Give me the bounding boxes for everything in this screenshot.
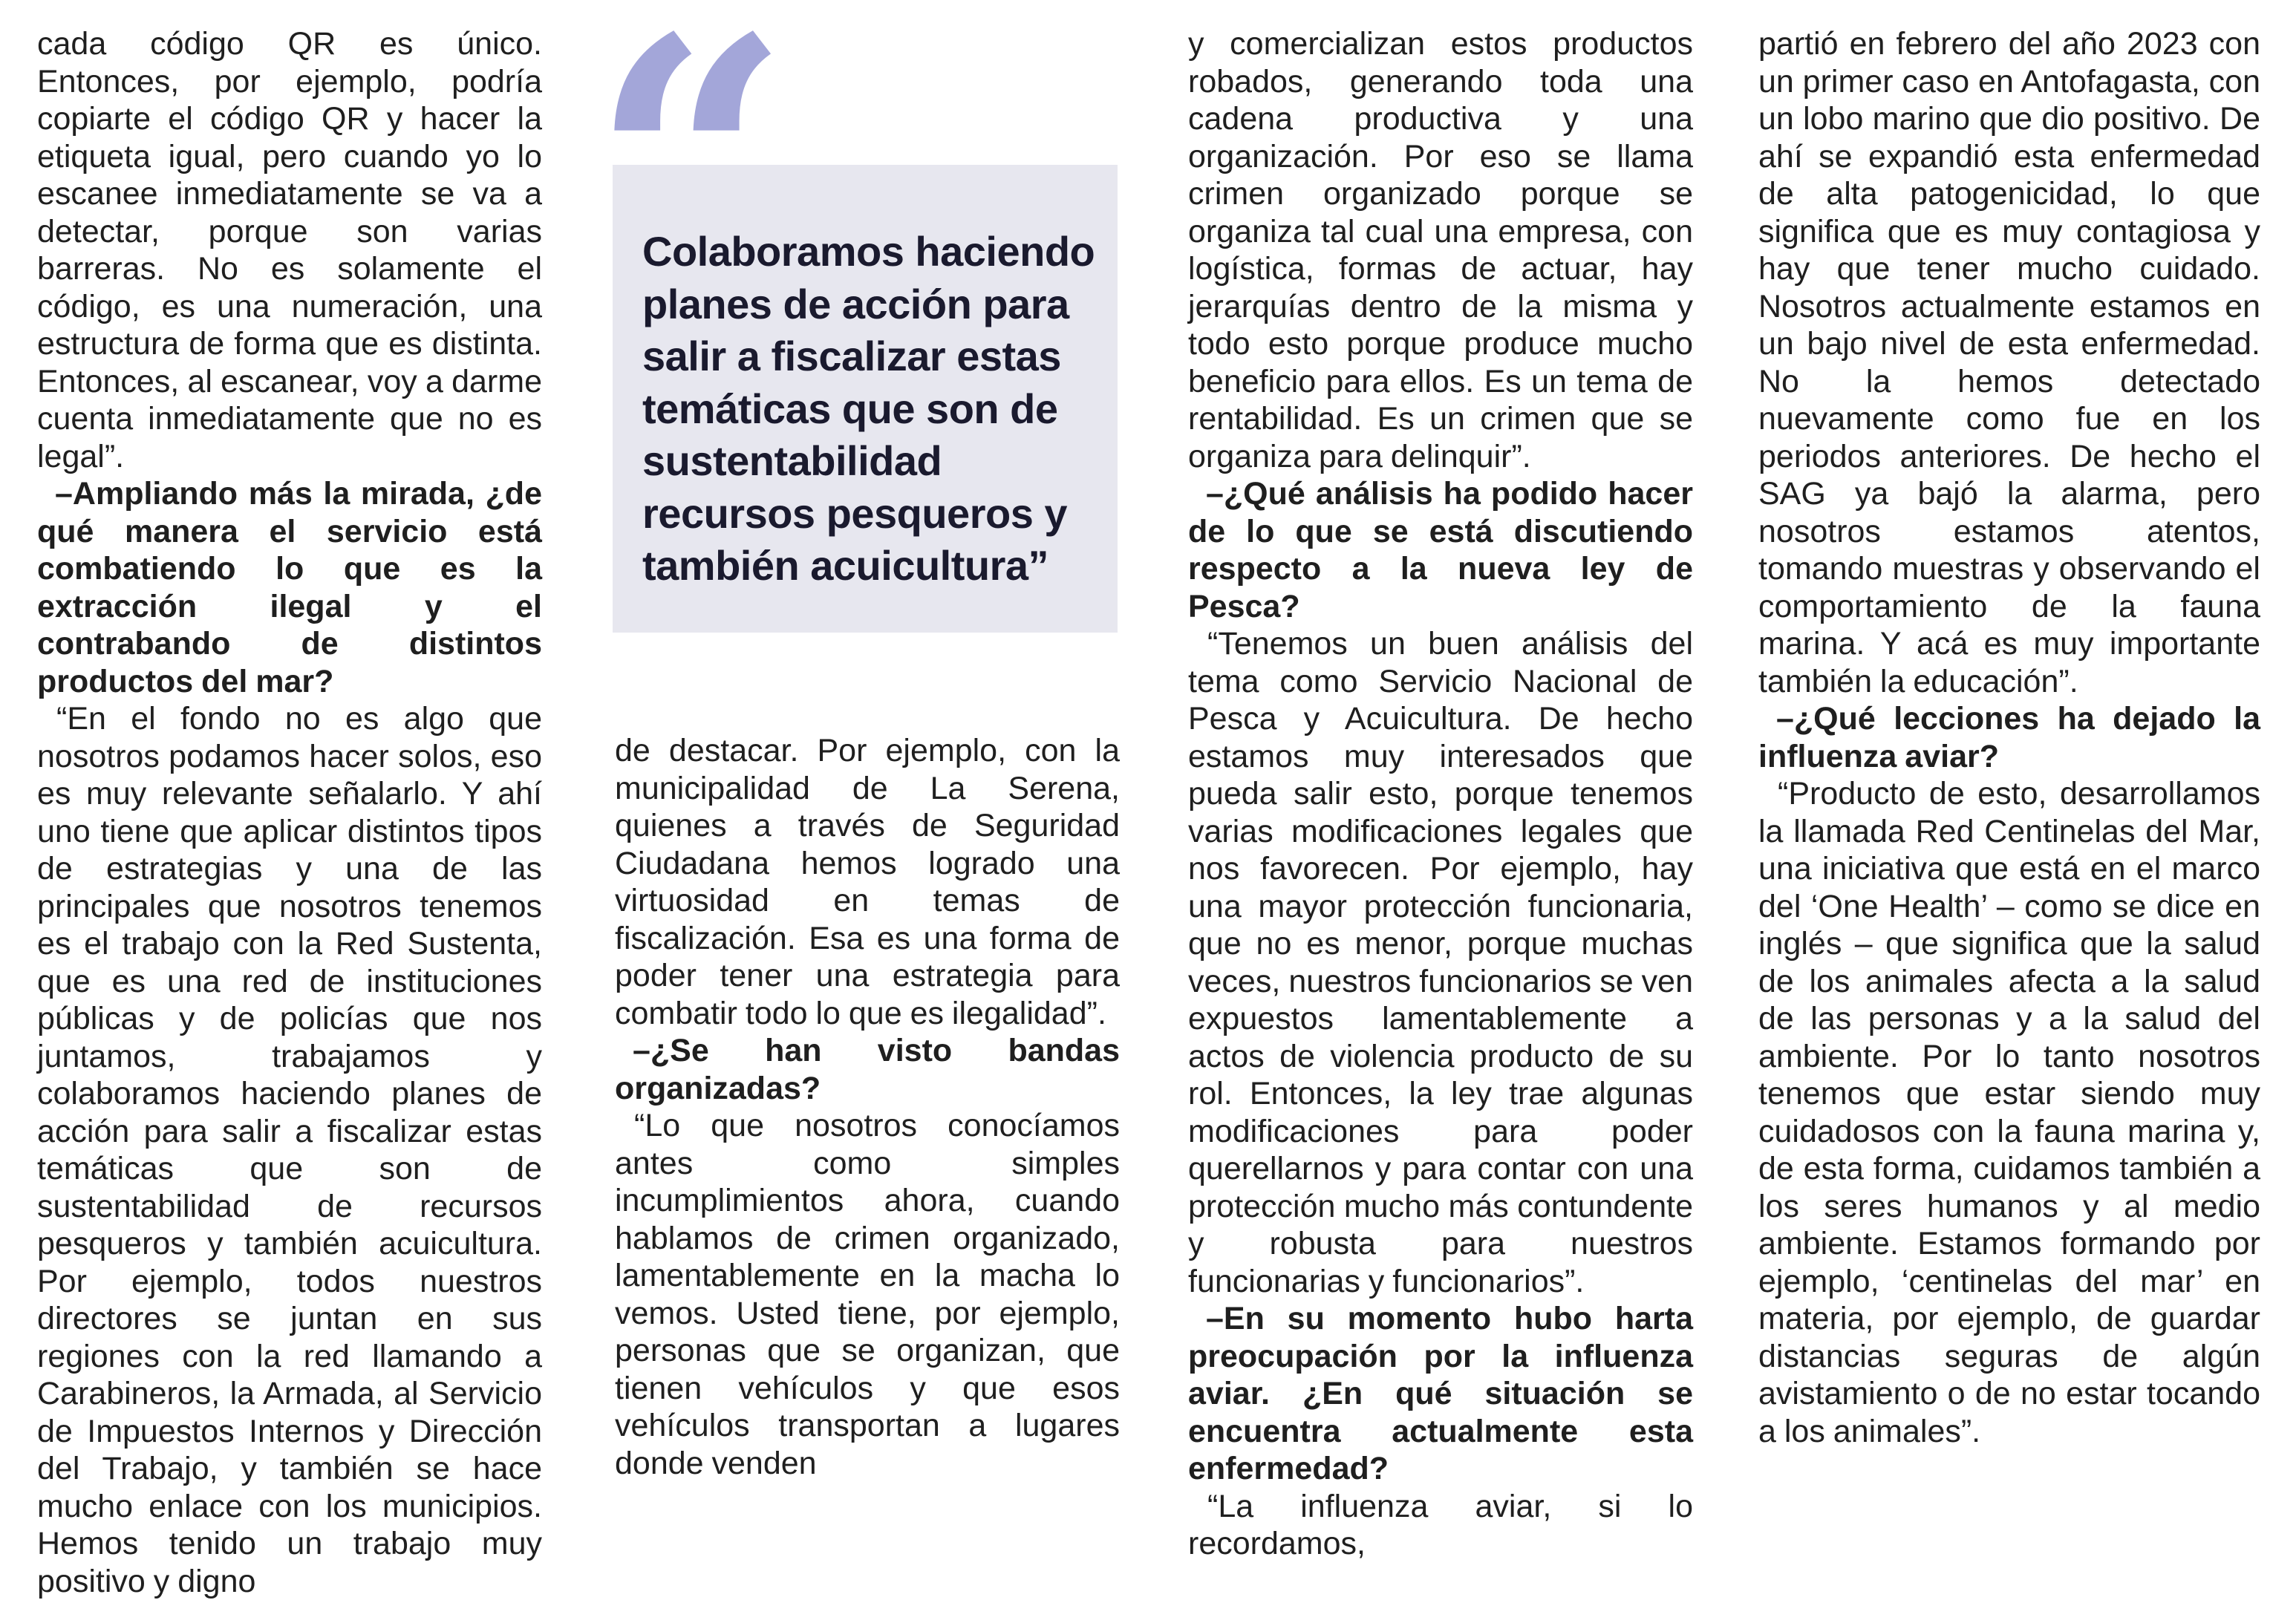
paragraph: “Tenemos un buen análisis del tema como Servicio Nacional de Pesca y Acuicultura. De hecho estamos muy interesados que pueda salir esto, porque tenemos varias modificaciones legales que nos favorecen. Por ejemplo, hay una mayor protección funcionaria, que no es menor, porque muchas veces, nuestros funcionarios se ven expuestos lamentablemente a actos de violencia producto de su rol. Entonces, la ley trae algunas modificaciones para poder querellarnos y para contar con una protección mucho más contundente y robusta para nuestros funcionarias y funcionarios”.: [1188, 626, 1693, 1299]
interview-question: –¿Se han visto bandas organizadas?: [615, 1033, 1120, 1106]
interview-question: –En su momento hubo harta preocupación por la influenza aviar. ¿En qué situación se encuentra actualmente esta enfermedad?: [1188, 1301, 1693, 1486]
interview-question: –Ampliando más la mirada, ¿de qué manera el servicio está combatiendo lo que es la extracción ilegal y el contrabando de distintos productos del mar?: [37, 476, 542, 699]
interview-question: –¿Qué lecciones ha dejado la influenza aviar?: [1758, 701, 2260, 774]
paragraph: y comercializan estos productos robados, generando toda una cadena productiva y una organización. Por eso se llama crimen organizado porque se organiza tal cual una empresa, con logística, formas de actuar, hay jerarquías dentro de la misma y todo esto porque produce mucho beneficio para ellos. Es un tema de rentabilidad. Es un crimen que se organiza para delinquir”.: [1188, 26, 1693, 474]
article-column-1: [37, 25, 542, 1600]
paragraph: “Producto de esto, desarrollamos la llamada Red Centinelas del Mar, una iniciativa que está en el marco del ‘One Health’ – como se dice en inglés – que significa que la salud de los animales afecta a la salud de las personas y a la salud del ambiente. Por lo tanto nosotros tenemos que estar siendo muy cuidadosos con la fauna marina y, de esta forma, cuidamos también a los seres humanos y al medio ambiente. Estamos formando por ejemplo, ‘centinelas del mar’ en materia, por ejemplo, de guardar distancias seguras de algún avistamiento o de no estar tocando a los animales”.: [1758, 776, 2260, 1449]
article-column-3: [1188, 25, 1693, 1563]
paragraph: de destacar. Por ejemplo, con la municipalidad de La Serena, quienes a través de Seguridad Ciudadana hemos logrado una virtuosidad en temas de fiscalización. Esa es una forma de poder tener una estrategia para combatir todo lo que es ilegalidad”.: [615, 733, 1120, 1031]
paragraph: partió en febrero del año 2023 con un primer caso en Antofagasta, con un lobo marino que dio positivo. De ahí se expandió esta enfermedad de alta patogenicidad, lo que significa que es muy contagiosa y hay que tener mucho cuidado. Nosotros actualmente estamos en un bajo nivel de esta enfermedad. No la hemos detectado nuevamente como fue en los periodos anteriores. De hecho el SAG ya bajó la alarma, pero nosotros estamos atentos, tomando muestras y observando el comportamiento de la fauna marina. Y acá es muy importante también la educación”.: [1758, 26, 2260, 699]
article-column-4: [1758, 25, 2260, 1450]
paragraph: “En el fondo no es algo que nosotros podamos hacer solos, eso es muy relevante señalarlo. Y ahí uno tiene que aplicar distintos tipos de estrategias y una de las principales que nosotros tenemos es el trabajo con la Red Sustenta, que es una red de instituciones públicas y de policías que nos juntamos, trabajamos y colaboramos haciendo planes de acción para salir a fiscalizar estas temáticas que son de sustentabilidad de recursos pesqueros y también acuicultura. Por ejemplo, todos nuestros directores se juntan en sus regiones con la red llamando a Carabineros, la Armada, al Servicio de Impuestos Internos y Dirección del Trabajo, y también se hace mucho enlace con los municipios. Hemos tenido un trabajo muy positivo y digno: [37, 701, 542, 1599]
quote-mark-icon: “: [590, 0, 769, 372]
interview-question: –¿Qué análisis ha podido hacer de lo que se está discutiendo respecto a la nueva ley de Pesca?: [1188, 476, 1693, 624]
paragraph: “La influenza aviar, si lo recordamos,: [1188, 1488, 1693, 1561]
pull-quote-text: Colaboramos haciendo planes de acción para salir a fiscalizar estas temáticas que son de sustentabilidad recursos pesqueros y también acuicultura”: [642, 228, 1095, 589]
paragraph: cada código QR es único. Entonces, por ejemplo, podría copiarte el código QR y hacer la etiqueta igual, pero cuando yo lo escanee inmediatamente se va a detectar, porque son varias barreras. No es solamente el código, es una numeración, una estructura de forma que es distinta. Entonces, al escanear, voy a darme cuenta inmediatamente que no es legal”.: [37, 26, 542, 474]
article-column-2: [615, 732, 1120, 1482]
paragraph: “Lo que nosotros conocíamos antes como simples incumplimientos ahora, cuando hablamos de crimen organizado, lamentablemente en la macha lo vemos. Usted tiene, por ejemplo, personas que se organizan, que tienen vehículos y que esos vehículos transportan a lugares donde venden: [615, 1108, 1120, 1481]
